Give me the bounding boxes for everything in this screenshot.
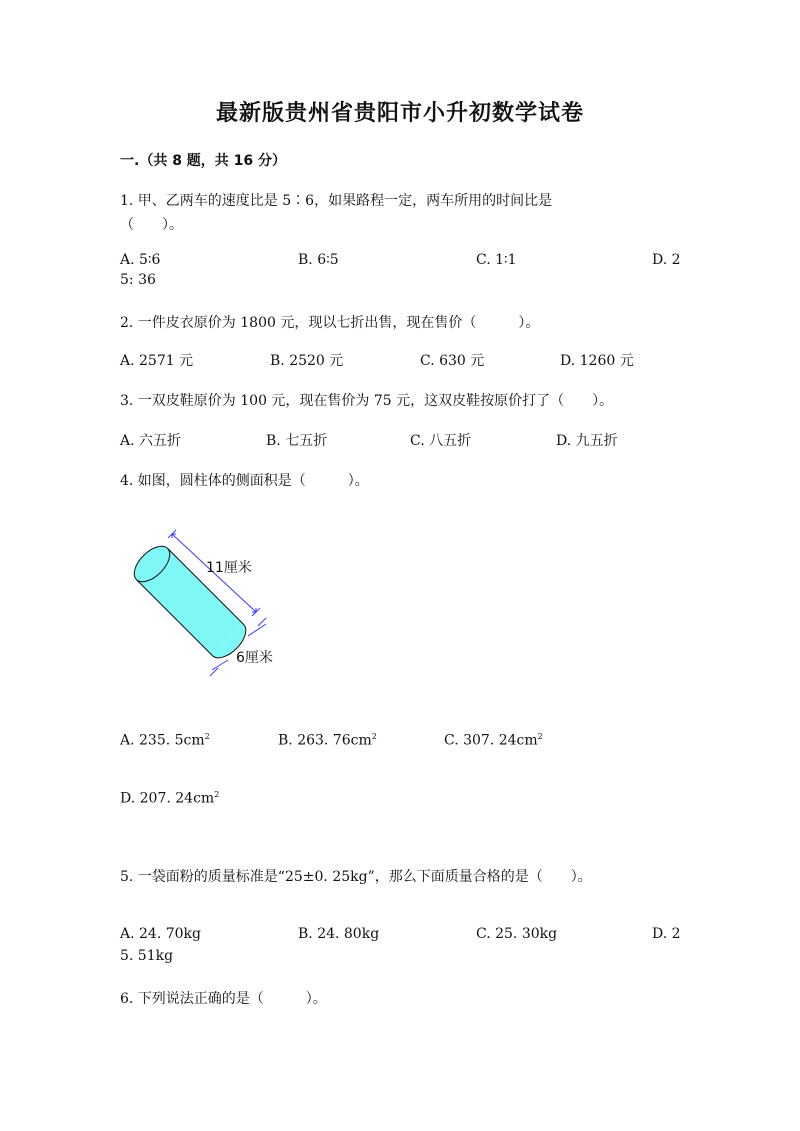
q1-option-d[interactable]: D. 2 <box>652 252 681 268</box>
diameter-label: 6厘米 <box>236 650 273 666</box>
q1-option-a[interactable]: A. 5∶6 <box>120 252 161 268</box>
q4-option-c[interactable]: C. 307. $24cm^2$ <box>444 732 543 749</box>
question-1-text: 1. 甲、乙两车的速度比是 5∶6，如果路程一定，两车所用的时间比是 <box>120 193 553 209</box>
q5-option-d-cont: 5. 51kg <box>120 948 174 964</box>
q3-option-a[interactable]: A. 六五折 <box>120 433 182 449</box>
q2-option-b[interactable]: B. 2520 元 <box>270 353 344 369</box>
q5-option-a[interactable]: A. 24. 70kg <box>120 926 201 942</box>
q4-option-d[interactable]: D. 207. $24cm^2$ <box>120 790 220 807</box>
q3-option-b[interactable]: B. 七五折 <box>266 433 328 449</box>
q1-option-b[interactable]: B. 6∶5 <box>298 252 339 268</box>
q1-option-c[interactable]: C. 1∶1 <box>476 252 517 268</box>
q1-option-d-cont: 5: 36 <box>120 272 156 288</box>
cylinder-figure <box>118 520 308 690</box>
question-5-text: 5. 一袋面粉的质量标准是“25±0. 25kg”，那么下面质量合格的是（ ）。 <box>120 869 592 885</box>
question-4-text: 4. 如图，圆柱体的侧面积是（ ）。 <box>120 473 369 489</box>
q4-option-a[interactable]: A. 235. $5cm^2$ <box>120 732 210 749</box>
page-title: 最新版贵州省贵阳市小升初数学试卷 <box>215 101 584 126</box>
q4-option-b[interactable]: B. 263. $76cm^2$ <box>278 732 377 749</box>
question-6-text: 6. 下列说法正确的是（ ）。 <box>120 991 327 1007</box>
q2-option-d[interactable]: D. 1260 元 <box>560 353 634 369</box>
question-3-text: 3. 一双皮鞋原价为 100 元，现在售价为 75 元，这双皮鞋按原价打了（ ）。 <box>120 393 614 409</box>
question-2-text: 2. 一件皮衣原价为 1800 元，现以七折出售，现在售价（ ）。 <box>120 315 540 331</box>
q2-option-a[interactable]: A. 2571 元 <box>120 353 194 369</box>
q3-option-c[interactable]: C. 八五折 <box>410 433 472 449</box>
q5-option-d[interactable]: D. 2 <box>652 926 681 942</box>
q5-option-b[interactable]: B. 24. 80kg <box>298 926 380 942</box>
q5-option-c[interactable]: C. 25. 30kg <box>476 926 558 942</box>
q2-option-c[interactable]: C. 630 元 <box>420 353 485 369</box>
q3-option-d[interactable]: D. 九五折 <box>556 433 618 449</box>
length-label: 11厘米 <box>206 560 252 576</box>
section-heading: 一.（共 8 题，共 16 分） <box>120 153 287 169</box>
question-1-text-cont: （ ）。 <box>120 217 183 233</box>
